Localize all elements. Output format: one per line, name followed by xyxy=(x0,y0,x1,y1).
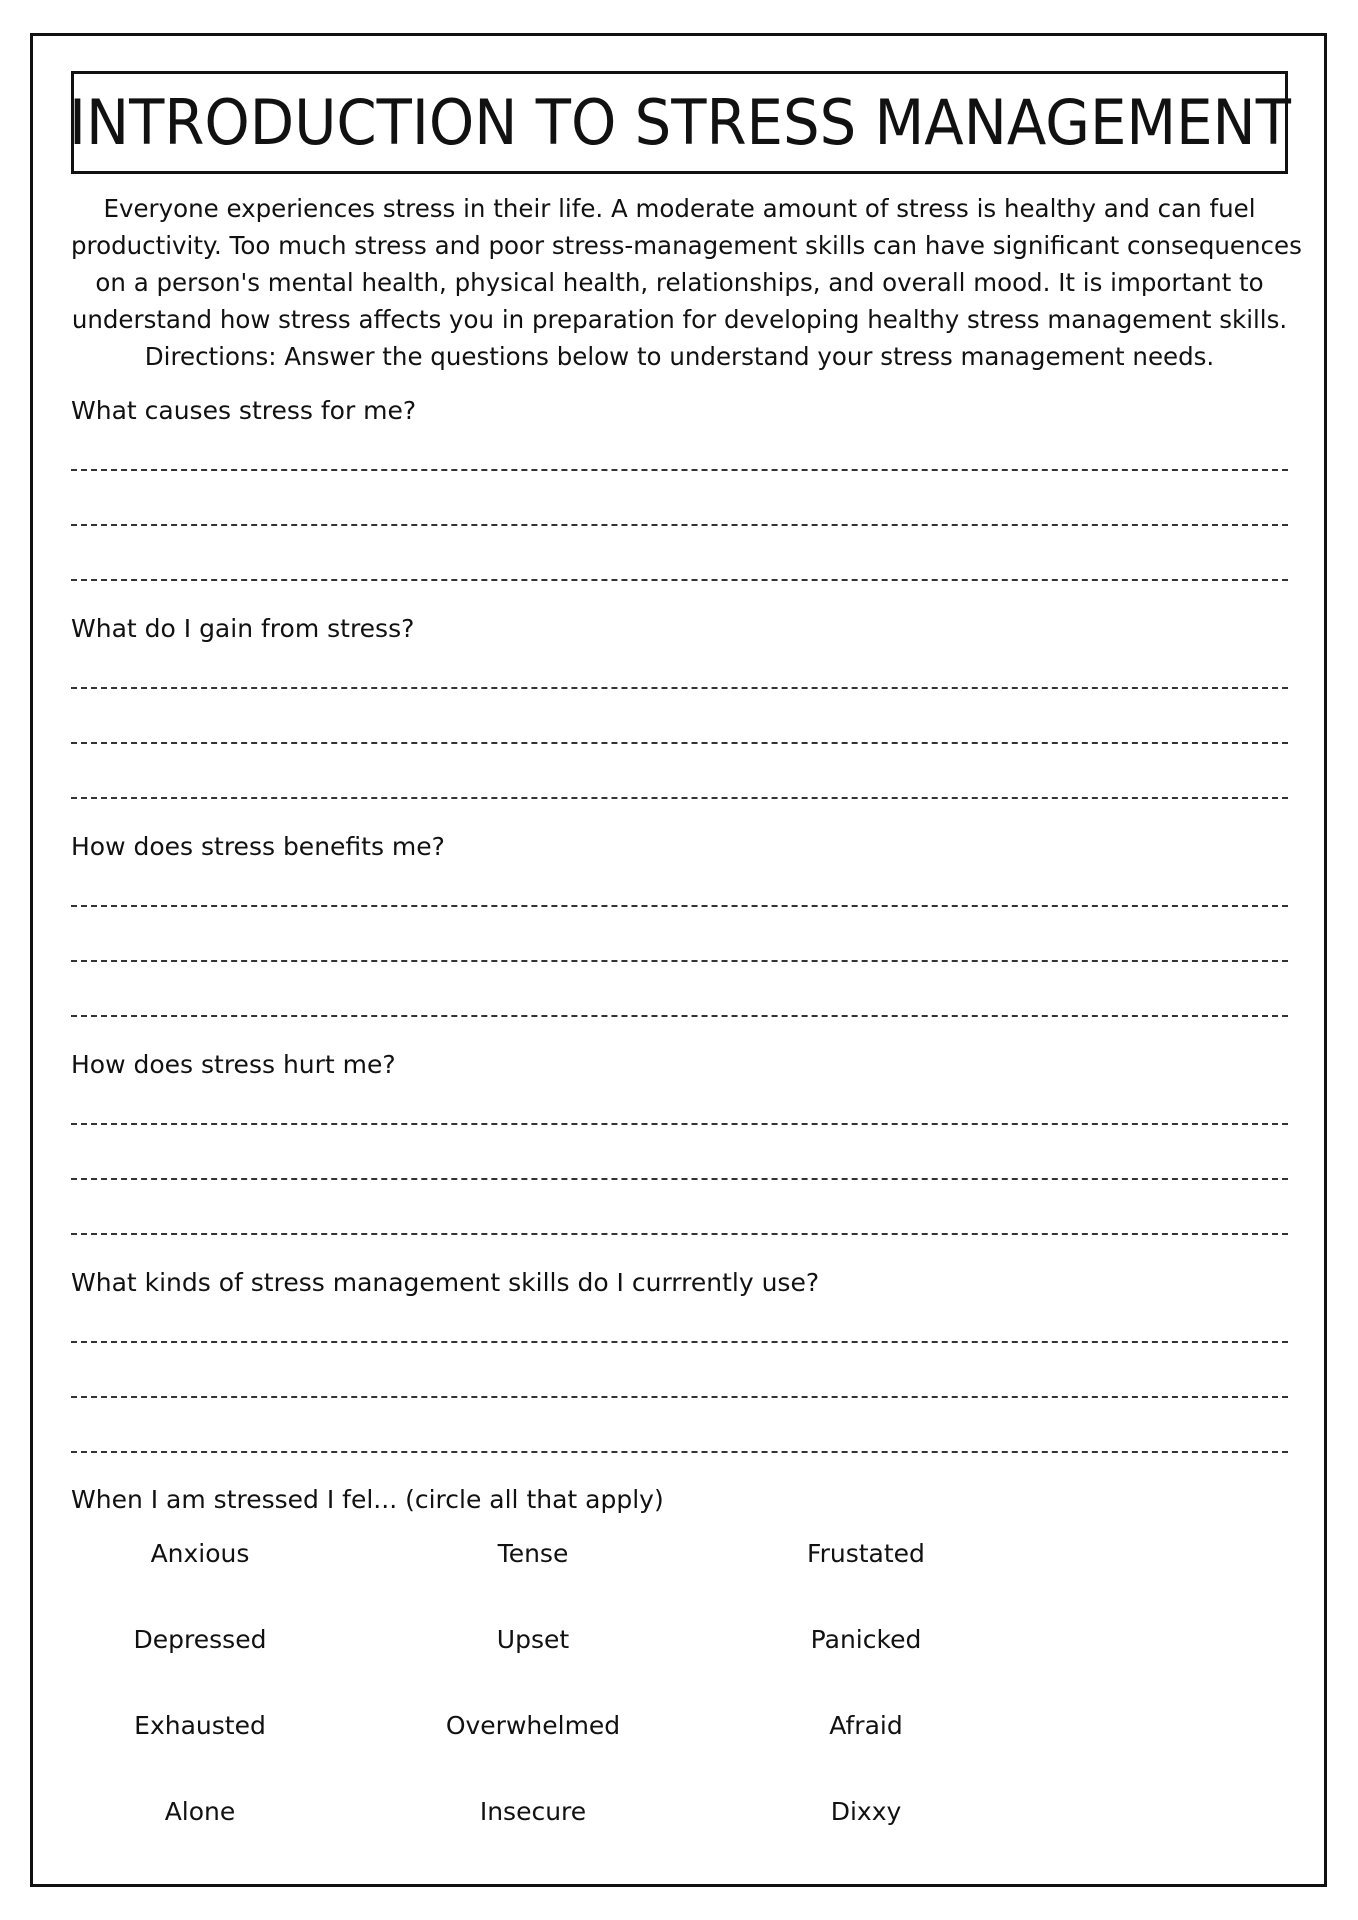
intro-paragraph xyxy=(71,190,1302,375)
answer-line[interactable] xyxy=(71,1451,1288,1453)
question-label: What kinds of stress management skills do I currrently use? xyxy=(71,1268,820,1297)
answer-line[interactable] xyxy=(71,1396,1288,1398)
feeling-option-alone[interactable]: Alone xyxy=(164,1797,236,1826)
feeling-option-panicked[interactable]: Panicked xyxy=(810,1625,922,1654)
question-label: What do I gain from stress? xyxy=(71,614,415,643)
intro-line: understand how stress affects you in preparation for developing healthy stress management skills. xyxy=(71,305,1288,334)
question-block xyxy=(71,1267,1288,1299)
title-box xyxy=(68,71,1291,174)
answer-line[interactable] xyxy=(71,579,1288,581)
answer-line[interactable] xyxy=(71,1015,1288,1017)
question-label: What causes stress for me? xyxy=(71,396,417,425)
answer-line[interactable] xyxy=(71,905,1288,907)
answer-line[interactable] xyxy=(71,524,1288,526)
page-title: INTRODUCTION TO STRESS MANAGEMENT xyxy=(68,86,1291,159)
answer-line[interactable] xyxy=(71,797,1288,799)
feeling-option-tense[interactable]: Tense xyxy=(497,1539,569,1568)
question-block xyxy=(71,1049,1288,1081)
feeling-option-overwhelmed[interactable]: Overwhelmed xyxy=(445,1711,621,1740)
answer-line[interactable] xyxy=(71,687,1288,689)
feelings-prompt: When I am stressed I fel... (circle all that apply) xyxy=(71,1485,664,1514)
feeling-option-anxious[interactable]: Anxious xyxy=(150,1539,250,1568)
answer-line[interactable] xyxy=(71,469,1288,471)
feeling-option-exhausted[interactable]: Exhausted xyxy=(134,1711,266,1740)
feeling-option-depressed[interactable]: Depressed xyxy=(133,1625,267,1654)
question-label: How does stress benefits me? xyxy=(71,832,445,861)
answer-line[interactable] xyxy=(71,1123,1288,1125)
intro-line: productivity. Too much stress and poor stress-management skills can have significant consequences xyxy=(71,231,1302,260)
question-block xyxy=(71,613,1288,645)
feeling-option-insecure[interactable]: Insecure xyxy=(479,1797,587,1826)
intro-line: Everyone experiences stress in their life. A moderate amount of stress is healthy and can fuel xyxy=(103,194,1256,223)
directions-line: Directions: Answer the questions below to understand your stress management needs. xyxy=(144,342,1215,371)
question-block xyxy=(71,831,1288,863)
answer-line[interactable] xyxy=(71,960,1288,962)
question-label: How does stress hurt me? xyxy=(71,1050,396,1079)
feeling-option-frustated[interactable]: Frustated xyxy=(807,1539,925,1568)
answer-line[interactable] xyxy=(71,1233,1288,1235)
feeling-option-dixxy[interactable]: Dixxy xyxy=(830,1797,902,1826)
answer-line[interactable] xyxy=(71,1178,1288,1180)
answer-line[interactable] xyxy=(71,742,1288,744)
feeling-option-afraid[interactable]: Afraid xyxy=(829,1711,903,1740)
question-block xyxy=(71,395,1288,427)
intro-line: on a person's mental health, physical health, relationships, and overall mood. It is important to xyxy=(95,268,1264,297)
feeling-option-upset[interactable]: Upset xyxy=(496,1625,570,1654)
answer-line[interactable] xyxy=(71,1341,1288,1343)
